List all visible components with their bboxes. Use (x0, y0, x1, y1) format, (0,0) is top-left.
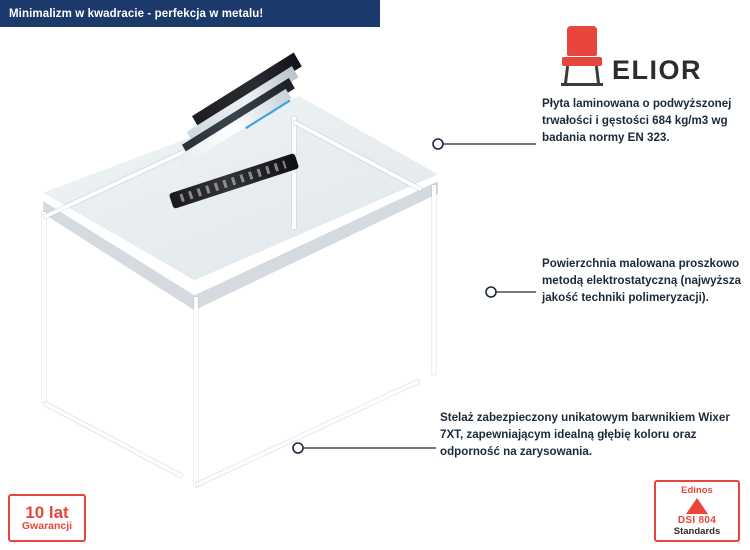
brand-logo (558, 16, 748, 88)
chair-icon (558, 26, 606, 88)
table-leg-left (42, 212, 46, 402)
feature-text-3: Stelaż zabezpieczony unikatowym barwnikiem Wixer 7XT, zapewniającym idealną głębię koloru oraz odporność na zarysowania. (440, 411, 730, 458)
brand-name: ELIOR (612, 55, 703, 85)
certificate-code: DSI 804 (677, 515, 717, 526)
table-leg-right (432, 185, 436, 375)
header-banner (0, 0, 380, 27)
certificate-brand: Edinos (681, 485, 713, 496)
triangle-icon (686, 498, 708, 514)
table-frame-bar-front-left (43, 401, 183, 478)
warranty-label: Gwarancji (21, 520, 73, 533)
feature-text-2: Powierzchnia malowana proszkowo metodą elektrostatyczną (najwyższa jakość techniki polimeryzacji). (542, 257, 742, 304)
table-leg-front (194, 297, 198, 487)
info-column (440, 0, 750, 550)
table-frame-bar-front-right (195, 379, 420, 487)
table-leg-back (292, 117, 296, 229)
warranty-badge (8, 494, 86, 542)
feature-text-1: Płyta laminowana o podwyższonej trwałości i gęstości 684 kg/m3 wg badania normy EN 323. (542, 97, 732, 144)
product-photo (0, 27, 520, 550)
certificate-standards: Standards (673, 526, 721, 537)
warranty-years: 10 lat (25, 502, 69, 522)
page-title: Minimalizm w kwadracie - perfekcja w metalu! (9, 7, 264, 20)
certificate-badge (654, 480, 740, 542)
